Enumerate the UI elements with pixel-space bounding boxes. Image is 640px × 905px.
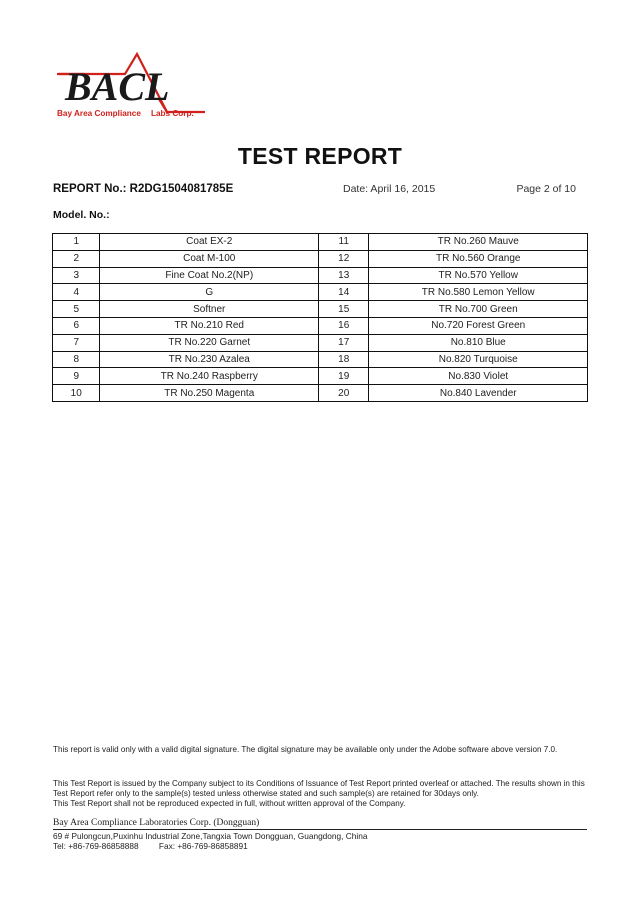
company-contact	[53, 841, 266, 851]
model-name-cell: No.720 Forest Green	[369, 317, 588, 334]
model-name-cell: No.810 Blue	[369, 334, 588, 351]
model-name-cell: TR No.570 Yellow	[369, 267, 588, 284]
model-name-cell: TR No.250 Magenta	[100, 385, 319, 402]
model-name-cell: TR No.230 Azalea	[100, 351, 319, 368]
model-name-cell: TR No.560 Orange	[369, 250, 588, 267]
model-index-cell: 19	[319, 368, 369, 385]
model-name-cell: TR No.580 Lemon Yellow	[369, 284, 588, 301]
model-index-cell: 13	[319, 267, 369, 284]
model-name-cell: No.830 Violet	[369, 368, 588, 385]
table-row	[53, 267, 588, 284]
model-index-cell: 7	[53, 334, 100, 351]
model-index-cell: 6	[53, 317, 100, 334]
table-row	[53, 351, 588, 368]
model-name-cell: TR No.210 Red	[100, 317, 319, 334]
model-index-cell: 17	[319, 334, 369, 351]
company-name: Bay Area Compliance Laboratories Corp. (Dongguan)	[53, 818, 587, 830]
model-index-cell: 5	[53, 301, 100, 318]
model-name-cell: TR No.240 Raspberry	[100, 368, 319, 385]
model-name-cell: TR No.260 Mauve	[369, 234, 588, 251]
model-index-cell: 1	[53, 234, 100, 251]
table-row	[53, 368, 588, 385]
model-index-cell: 16	[319, 317, 369, 334]
company-tel: Tel: +86-769-86858888	[53, 841, 139, 851]
report-page-indicator: Page 2 of 10	[516, 183, 576, 195]
table-row	[53, 250, 588, 267]
model-index-cell: 15	[319, 301, 369, 318]
company-fax: Fax: +86-769-86858891	[158, 841, 248, 851]
model-index-cell: 8	[53, 351, 100, 368]
table-row	[53, 334, 588, 351]
issuance-note-2: This Test Report shall not be reproduced expected in full, without written approval of the Company.	[53, 799, 406, 808]
report-number: REPORT No.: R2DG1504081785E	[53, 183, 234, 195]
bacl-logo	[55, 52, 215, 124]
table-row	[53, 284, 588, 301]
logo-brand-text: BACL	[65, 64, 170, 109]
logo-tagline-left: Bay Area Compliance	[57, 109, 141, 118]
report-header-line	[53, 183, 588, 199]
model-index-cell: 10	[53, 385, 100, 402]
model-index-cell: 4	[53, 284, 100, 301]
model-index-cell: 14	[319, 284, 369, 301]
model-name-cell: Coat EX-2	[100, 234, 319, 251]
page-title: TEST REPORT	[237, 143, 403, 169]
model-name-cell: TR No.220 Garnet	[100, 334, 319, 351]
model-name-cell: G	[100, 284, 319, 301]
issuance-note-1: This Test Report is issued by the Company subject to its Conditions of Issuance of Test Report printed overleaf or attached. The results shown in this Test Report refer only to the sample(s) tested unless otherwise stated and such sample(s) are retained for 30days only.	[53, 779, 585, 798]
model-index-cell: 12	[319, 250, 369, 267]
model-index-cell: 2	[53, 250, 100, 267]
model-name-cell: No.840 Lavender	[369, 385, 588, 402]
model-index-cell: 9	[53, 368, 100, 385]
table-row	[53, 317, 588, 334]
model-index-cell: 3	[53, 267, 100, 284]
model-name-cell: Coat M-100	[100, 250, 319, 267]
model-name-cell: No.820 Turquoise	[369, 351, 588, 368]
signature-note: This report is valid only with a valid digital signature. The digital signature may be available only under the Adobe software above version 7.0.	[53, 745, 558, 754]
model-name-cell: TR No.700 Green	[369, 301, 588, 318]
logo-tagline-right: Labs Corp.	[151, 109, 194, 118]
model-index-cell: 18	[319, 351, 369, 368]
issuance-notes	[53, 779, 589, 809]
model-name-cell: Fine Coat No.2(NP)	[100, 267, 319, 284]
model-index-cell: 20	[319, 385, 369, 402]
model-table	[52, 233, 588, 402]
bacl-logo-graphic	[55, 52, 215, 124]
company-address: 69 # Pulongcun,Puxinhu Industrial Zone,Tangxia Town Dongguan, Guangdong, China	[53, 831, 368, 841]
table-row	[53, 385, 588, 402]
table-row	[53, 234, 588, 251]
model-label: Model. No.:	[53, 209, 110, 221]
model-index-cell: 11	[319, 234, 369, 251]
table-row	[53, 301, 588, 318]
report-date: Date: April 16, 2015	[343, 183, 436, 195]
model-name-cell: Softner	[100, 301, 319, 318]
